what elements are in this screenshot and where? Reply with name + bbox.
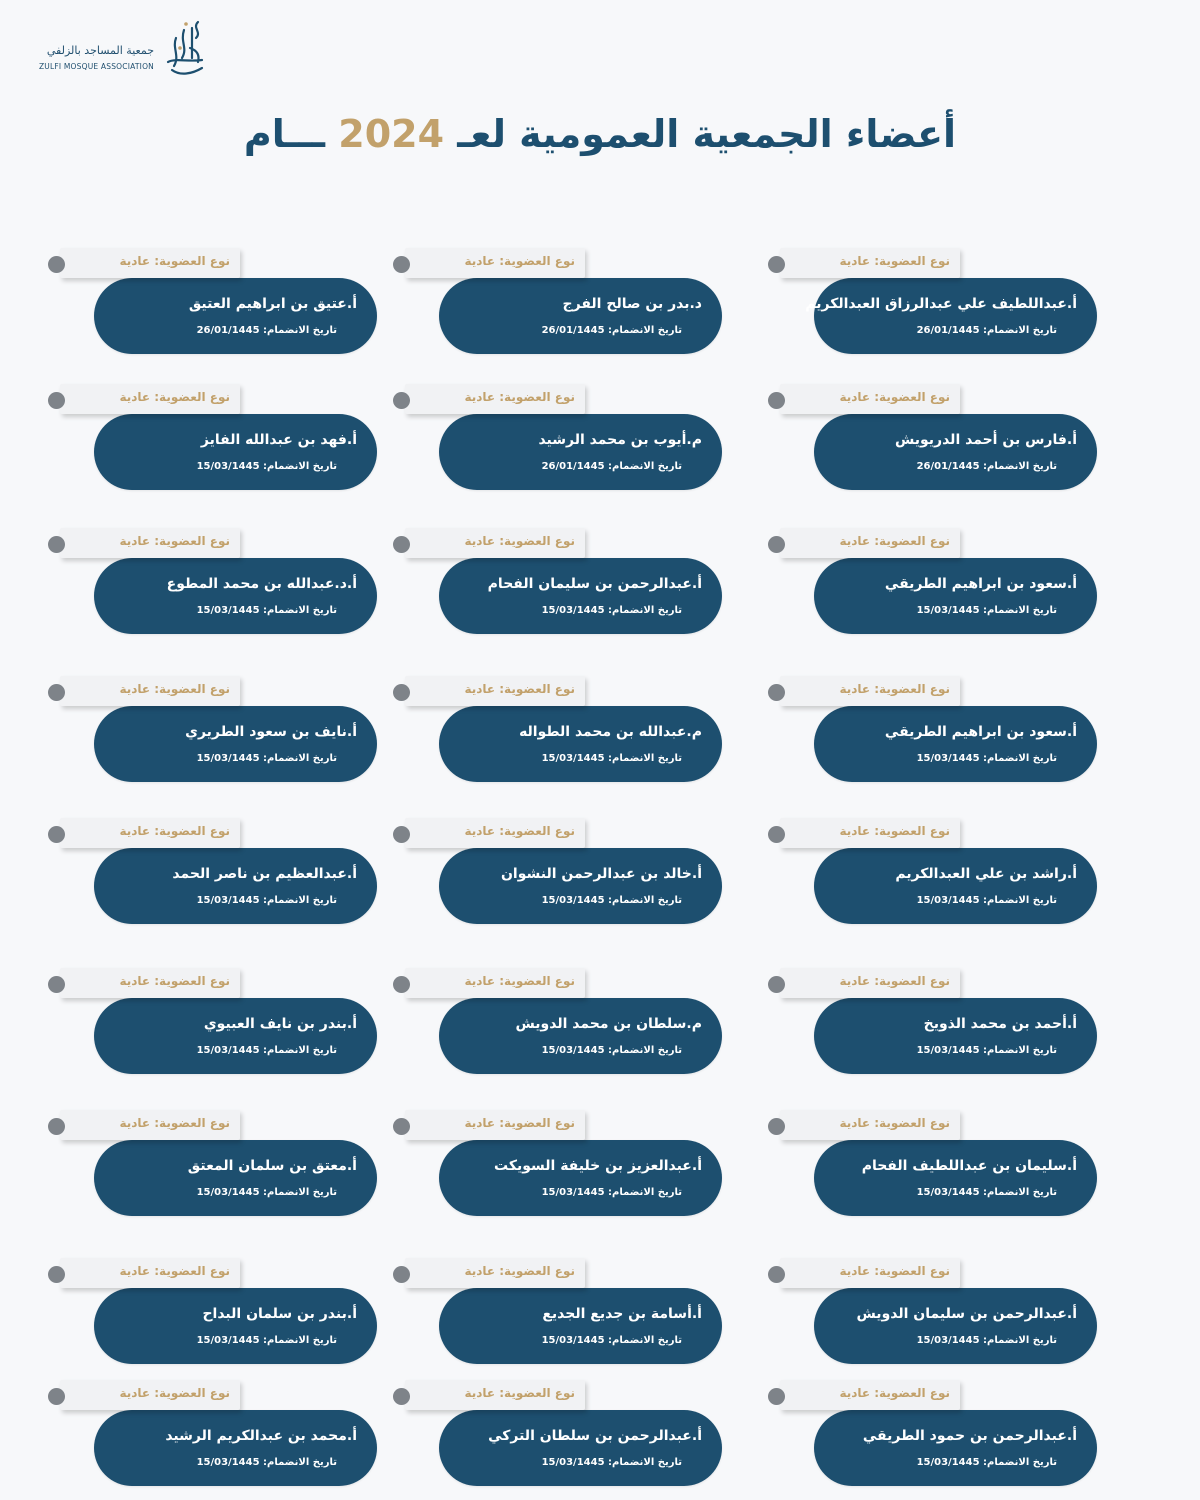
membership-type-label: نوع العضوية: عادية [839, 974, 950, 988]
membership-type-tag [60, 1258, 240, 1288]
member-pill [814, 558, 1097, 634]
member-name: أ.عبداللطيف علي عبدالرزاق العبدالكريم [805, 296, 1077, 312]
join-date: تاريخ الانضمام: 15/03/1445 [541, 605, 682, 616]
membership-type-label: نوع العضوية: عادية [119, 254, 230, 268]
member-pill [439, 414, 722, 490]
join-date: تاريخ الانضمام: 26/01/1445 [916, 461, 1057, 472]
membership-type-label: نوع العضوية: عادية [839, 390, 950, 404]
member-name: أ.فارس بن أحمد الدريويش [894, 432, 1077, 448]
join-date: تاريخ الانضمام: 15/03/1445 [196, 753, 337, 764]
membership-type-label: نوع العضوية: عادية [839, 1264, 950, 1278]
membership-type-tag [780, 1110, 960, 1140]
logo-arabic-name: جمعية المساجد بالزلفي [46, 44, 154, 57]
member-name: د.بدر بن صالح الفرج [562, 296, 702, 312]
member-pill [94, 848, 377, 924]
join-date: تاريخ الانضمام: 15/03/1445 [916, 753, 1057, 764]
member-name: أ.نايف بن سعود الطريري [185, 724, 357, 740]
member-name: أ.سليمان بن عبداللطيف الفحام [861, 1158, 1077, 1174]
member-name: أ.بندر بن نايف العبيوي [203, 1016, 357, 1032]
member-pill [94, 1288, 377, 1364]
member-name: أ.عبدالرحمن بن سليمان الدويش [856, 1306, 1077, 1322]
member-pill [94, 1410, 377, 1486]
member-pill [439, 558, 722, 634]
bullet-dot-icon [48, 1266, 65, 1283]
member-pill [814, 1410, 1097, 1486]
title-year: 2024 [338, 112, 445, 156]
member-pill [814, 848, 1097, 924]
membership-type-label: نوع العضوية: عادية [119, 1116, 230, 1130]
join-date: تاريخ الانضمام: 15/03/1445 [196, 461, 337, 472]
membership-type-tag [780, 968, 960, 998]
member-pill [439, 1140, 722, 1216]
membership-type-tag [60, 384, 240, 414]
member-card [60, 818, 440, 938]
membership-type-tag [60, 528, 240, 558]
membership-type-tag [780, 1258, 960, 1288]
bullet-dot-icon [48, 256, 65, 273]
member-name: أ.راشد بن علي العبدالكريم [895, 866, 1077, 882]
join-date: تاريخ الانضمام: 15/03/1445 [541, 1045, 682, 1056]
member-name: أ.فهد بن عبدالله الفايز [200, 432, 357, 448]
member-card [60, 1380, 440, 1500]
bullet-dot-icon [48, 684, 65, 701]
membership-type-tag [60, 676, 240, 706]
member-name: أ.خالد بن عبدالرحمن النشوان [500, 866, 702, 882]
membership-type-tag [780, 248, 960, 278]
membership-type-tag [60, 1380, 240, 1410]
member-card [780, 1258, 1160, 1378]
membership-type-label: نوع العضوية: عادية [839, 682, 950, 696]
join-date: تاريخ الانضمام: 15/03/1445 [541, 1187, 682, 1198]
join-date: تاريخ الانضمام: 15/03/1445 [916, 1045, 1057, 1056]
membership-type-label: نوع العضوية: عادية [839, 534, 950, 548]
join-date: تاريخ الانضمام: 15/03/1445 [196, 1187, 337, 1198]
membership-type-label: نوع العضوية: عادية [839, 1116, 950, 1130]
member-card [60, 1258, 440, 1378]
join-date: تاريخ الانضمام: 15/03/1445 [196, 1335, 337, 1346]
membership-type-tag [780, 676, 960, 706]
membership-type-label: نوع العضوية: عادية [464, 390, 575, 404]
member-card [780, 818, 1160, 938]
membership-type-label: نوع العضوية: عادية [464, 1386, 575, 1400]
member-name: أ.أحمد بن محمد الذويخ [923, 1016, 1077, 1032]
join-date: تاريخ الانضمام: 15/03/1445 [541, 1335, 682, 1346]
join-date: تاريخ الانضمام: 15/03/1445 [196, 1045, 337, 1056]
join-date: تاريخ الانضمام: 15/03/1445 [541, 895, 682, 906]
membership-type-tag [780, 818, 960, 848]
member-name: أ.عبدالعزيز بن خليفة السويكت [494, 1158, 702, 1174]
membership-type-label: نوع العضوية: عادية [119, 1386, 230, 1400]
membership-type-label: نوع العضوية: عادية [839, 824, 950, 838]
membership-type-label: نوع العضوية: عادية [119, 682, 230, 696]
membership-type-label: نوع العضوية: عادية [464, 534, 575, 548]
member-name: م.سلطان بن محمد الدويش [515, 1016, 702, 1032]
join-date: تاريخ الانضمام: 15/03/1445 [916, 1335, 1057, 1346]
bullet-dot-icon [48, 826, 65, 843]
membership-type-tag [780, 528, 960, 558]
member-pill [439, 706, 722, 782]
membership-type-tag [60, 248, 240, 278]
join-date: تاريخ الانضمام: 26/01/1445 [196, 325, 337, 336]
title-suffix: ـــام [243, 112, 326, 156]
join-date: تاريخ الانضمام: 15/03/1445 [541, 1457, 682, 1468]
association-logo [30, 18, 210, 80]
member-pill [814, 1140, 1097, 1216]
member-name: أ.عبدالعظيم بن ناصر الحمد [172, 866, 357, 882]
member-card [780, 968, 1160, 1088]
mosque-calligraphy-logo-icon [162, 18, 208, 80]
member-pill [814, 1288, 1097, 1364]
member-pill [439, 1288, 722, 1364]
member-name: أ.عتيق بن ابراهيم العتيق [188, 296, 357, 312]
join-date: تاريخ الانضمام: 15/03/1445 [196, 1457, 337, 1468]
member-card [780, 528, 1160, 648]
membership-type-label: نوع العضوية: عادية [839, 1386, 950, 1400]
join-date: تاريخ الانضمام: 15/03/1445 [916, 605, 1057, 616]
member-card [405, 1380, 785, 1500]
member-pill [439, 998, 722, 1074]
bullet-dot-icon [48, 976, 65, 993]
membership-type-label: نوع العضوية: عادية [464, 974, 575, 988]
member-pill [439, 848, 722, 924]
join-date: تاريخ الانضمام: 15/03/1445 [541, 753, 682, 764]
membership-type-tag [780, 1380, 960, 1410]
membership-type-tag [60, 818, 240, 848]
member-pill [94, 278, 377, 354]
membership-type-tag [780, 384, 960, 414]
member-pill [94, 558, 377, 634]
membership-type-label: نوع العضوية: عادية [839, 254, 950, 268]
member-pill [439, 278, 722, 354]
member-card [780, 248, 1160, 368]
membership-type-label: نوع العضوية: عادية [464, 682, 575, 696]
membership-type-label: نوع العضوية: عادية [464, 824, 575, 838]
membership-type-label: نوع العضوية: عادية [464, 254, 575, 268]
member-pill [805, 278, 1097, 354]
member-pill [439, 1410, 722, 1486]
join-date: تاريخ الانضمام: 15/03/1445 [196, 895, 337, 906]
member-name: أ.محمد بن عبدالكريم الرشيد [165, 1428, 357, 1444]
bullet-dot-icon [48, 392, 65, 409]
member-card [405, 528, 785, 648]
member-card [60, 248, 440, 368]
member-pill [94, 414, 377, 490]
membership-type-label: نوع العضوية: عادية [119, 824, 230, 838]
member-card [405, 818, 785, 938]
member-card [405, 676, 785, 796]
member-card [405, 968, 785, 1088]
member-name: أ.أسامة بن جديع الجديع [542, 1306, 702, 1322]
member-pill [94, 706, 377, 782]
bullet-dot-icon [48, 1118, 65, 1135]
join-date: تاريخ الانضمام: 26/01/1445 [541, 461, 682, 472]
member-name: أ.د.عبدالله بن محمد المطوع [166, 576, 357, 592]
member-card [405, 1258, 785, 1378]
member-pill [814, 998, 1097, 1074]
membership-type-label: نوع العضوية: عادية [464, 1116, 575, 1130]
member-card [780, 384, 1160, 504]
title-prefix: أعضاء الجمعية العمومية لعـ [457, 112, 957, 156]
member-name: أ.عبدالرحمن بن حمود الطريقي [862, 1428, 1077, 1444]
member-card [780, 1380, 1160, 1500]
member-name: أ.معتق بن سلمان المعتق [187, 1158, 357, 1174]
member-card [405, 248, 785, 368]
membership-type-label: نوع العضوية: عادية [119, 534, 230, 548]
member-name: أ.سعود بن ابراهيم الطريقي [884, 576, 1077, 592]
membership-type-label: نوع العضوية: عادية [119, 1264, 230, 1278]
membership-type-label: نوع العضوية: عادية [464, 1264, 575, 1278]
member-card [780, 1110, 1160, 1230]
join-date: تاريخ الانضمام: 15/03/1445 [196, 605, 337, 616]
member-name: أ.عبدالرحمن بن سلطان التركي [488, 1428, 702, 1444]
member-card [60, 384, 440, 504]
member-card [60, 676, 440, 796]
member-name: أ.عبدالرحمن بن سليمان الفحام [487, 576, 702, 592]
member-name: م.عبدالله بن محمد الطواله [519, 724, 702, 740]
member-card [60, 1110, 440, 1230]
bullet-dot-icon [48, 1388, 65, 1405]
member-card [60, 528, 440, 648]
membership-type-label: نوع العضوية: عادية [119, 390, 230, 404]
join-date: تاريخ الانضمام: 26/01/1445 [541, 325, 682, 336]
join-date: تاريخ الانضمام: 15/03/1445 [916, 1187, 1057, 1198]
membership-type-label: نوع العضوية: عادية [119, 974, 230, 988]
member-pill [814, 706, 1097, 782]
member-pill [94, 1140, 377, 1216]
member-pill [814, 414, 1097, 490]
member-card [405, 384, 785, 504]
join-date: تاريخ الانضمام: 26/01/1445 [916, 325, 1057, 336]
member-card [405, 1110, 785, 1230]
join-date: تاريخ الانضمام: 15/03/1445 [916, 1457, 1057, 1468]
bullet-dot-icon [48, 536, 65, 553]
member-name: أ.سعود بن ابراهيم الطريقي [884, 724, 1077, 740]
membership-type-tag [60, 968, 240, 998]
join-date: تاريخ الانضمام: 15/03/1445 [916, 895, 1057, 906]
member-name: م.أيوب بن محمد الرشيد [538, 432, 702, 448]
membership-type-tag [60, 1110, 240, 1140]
member-card [780, 676, 1160, 796]
member-name: أ.بندر بن سلمان البداح [202, 1306, 357, 1322]
page-title [0, 112, 1200, 172]
logo-english-name: ZULFI MOSQUE ASSOCIATION [38, 62, 154, 71]
member-card [60, 968, 440, 1088]
member-pill [94, 998, 377, 1074]
